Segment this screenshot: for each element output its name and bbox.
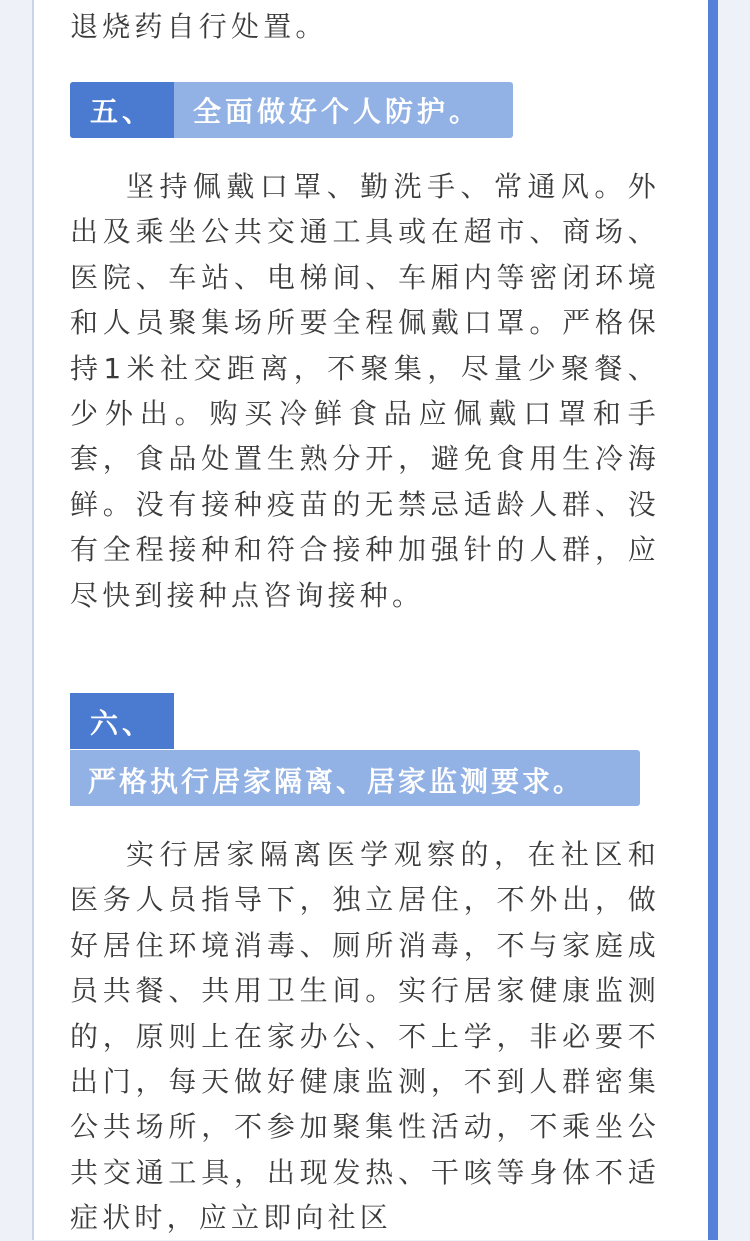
- section6-body: 实行居家隔离医学观察的，在社区和医务人员指导下，独立居住，不外出，做好居住环境消毒、厕所消毒，不与家庭成员共餐、共用卫生间。实行居家健康监测的，原则上在家办公、不上学，非必要不出门，每天做好健康监测，不到人群密集公共场所，不参加聚集性活动，不乘坐公共交通工具，出现发热、干咳等身体不适症状时，应立即向社区: [70, 838, 660, 1235]
- section6-number: 六、: [90, 707, 155, 740]
- section4-tail-text: 退烧药自行处置。: [70, 10, 328, 43]
- section5-body: 坚持佩戴口罩、勤洗手、常通风。外出及乘坐公共交通工具或在超市、商场、医院、车站、电梯间、车厢内等密闭环境和人员聚集场所要全程佩戴口罩。严格保持1米社交距离，不聚集，尽量少聚餐、少外出。购买冷鲜食品应佩戴口罩和手套，食品处置生熟分开，避免食用生冷海鲜。没有接种疫苗的无禁忌适龄人群、没有全程接种和符合接种加强针的人群，应尽快到接种点咨询接种。: [70, 170, 660, 612]
- section5-number: 五、: [90, 95, 155, 128]
- section5-title: 全面做好个人防护。: [193, 95, 482, 128]
- section6-title: 严格执行居家隔离、居家监测要求。: [88, 765, 585, 798]
